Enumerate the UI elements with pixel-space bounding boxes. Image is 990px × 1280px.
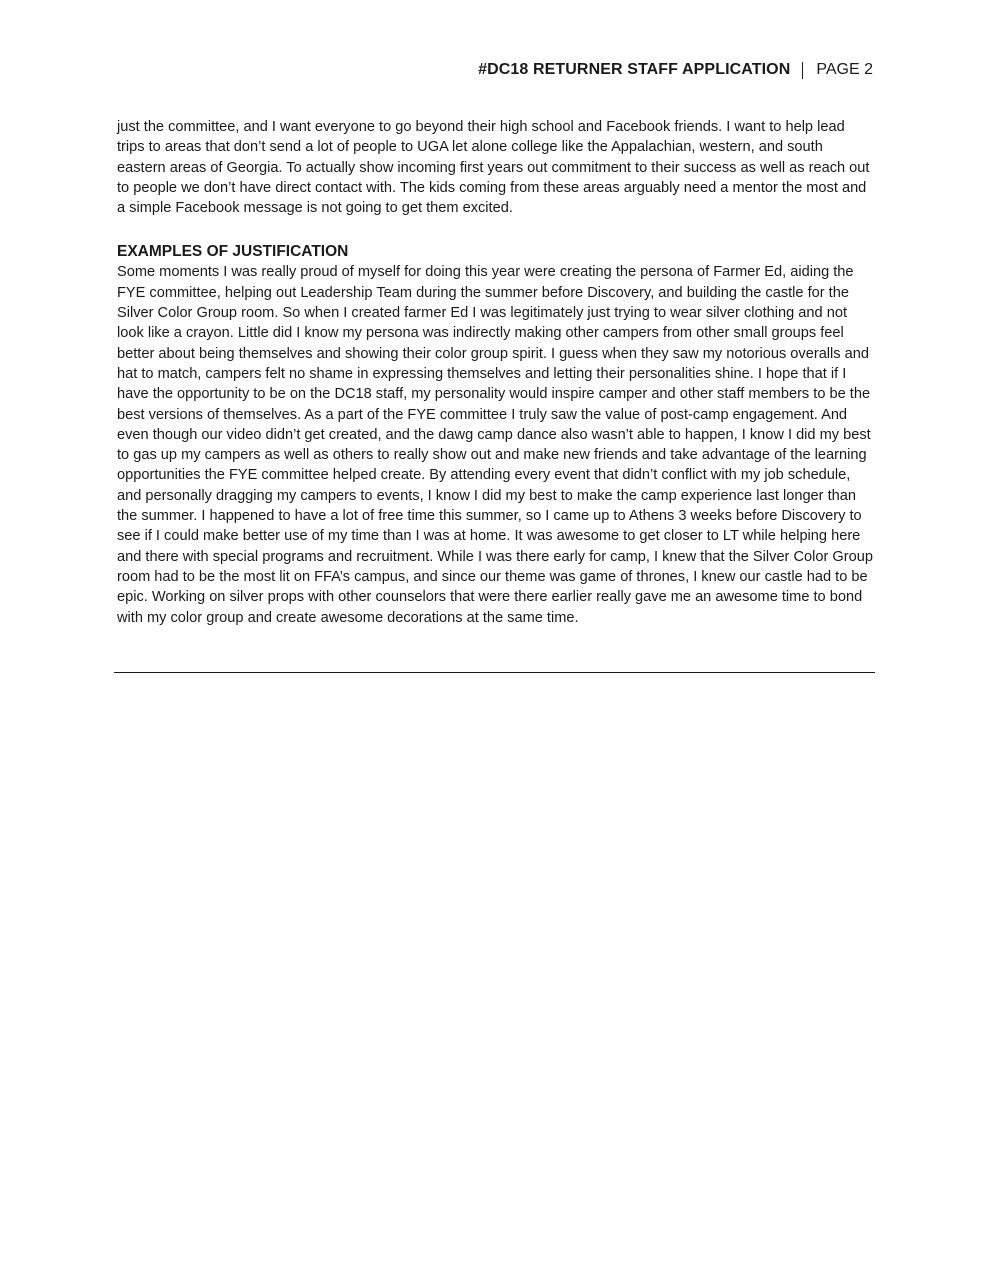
section-paragraph: Some moments I was really proud of myself for doing this year were creating the persona of Farmer Ed, aiding the FYE committee, helping out Leadership Team during the summer before Discovery, and building the castle for the Silver Color Group room. So when I created farmer Ed I was legitimately just trying to wear silver clothing and not look like a crayon. Little did I know my persona was indirectly making other campers from other small groups feel better about being themselves and showing their color group spirit. I guess when they saw my notorious overalls and hat to match, campers felt no shame in expressing themselves and letting their personalities shine. I hope that if I have the opportunity to be on the DC18 staff, my personality would inspire camper and other staff members to be the best versions of themselves. As a part of the FYE committee I truly saw the value of post-camp engagement. And even though our video didn’t get created, and the dawg camp dance also wasn’t able to happen, I know I did my best to gas up my campers as well as others to really show out and make new friends and take advantage of the learning opportunities the FYE committee helped create. By attending every event that didn’t conflict with my job schedule, and personally dragging my campers to events, I know I did my best to make the camp experience last longer than the summer. I happened to have a lot of free time this summer, so I came up to Athens 3 weeks before Discovery to see if I could make better use of my time than I was at home. It was awesome to get closer to LT while helping here and there with special programs and recruitment. While I was there early for camp, I knew that the Silver Color Group room had to be the most lit on FFA’s campus, and since our theme was game of thrones, I knew our castle had to be epic. Working on silver props with other counselors that were there earlier really gave me an awesome time to bond with my color group and create awesome decorations at the same time. [117, 264, 873, 626]
header-divider [802, 62, 803, 79]
page-header [478, 59, 873, 81]
intro-paragraph: just the committee, and I want everyone to go beyond their high school and Facebook friends. I want to help lead trips to areas that don’t send a lot of people to UGA let alone college like the Appalachian, western, and south eastern areas of Georgia. To actually show incoming first years out commitment to their success as well as reach out to people we don’t have direct contact with. The kids coming from these areas arguably need a mentor the most and a simple Facebook message is not going to get them excited. [117, 119, 870, 217]
document-body [117, 117, 873, 628]
document-title: #DC18 RETURNER STAFF APPLICATION [478, 61, 791, 78]
horizontal-rule [114, 672, 875, 673]
section-heading: EXAMPLES OF JUSTIFICATION [117, 243, 349, 261]
page-number: PAGE 2 [816, 61, 873, 78]
